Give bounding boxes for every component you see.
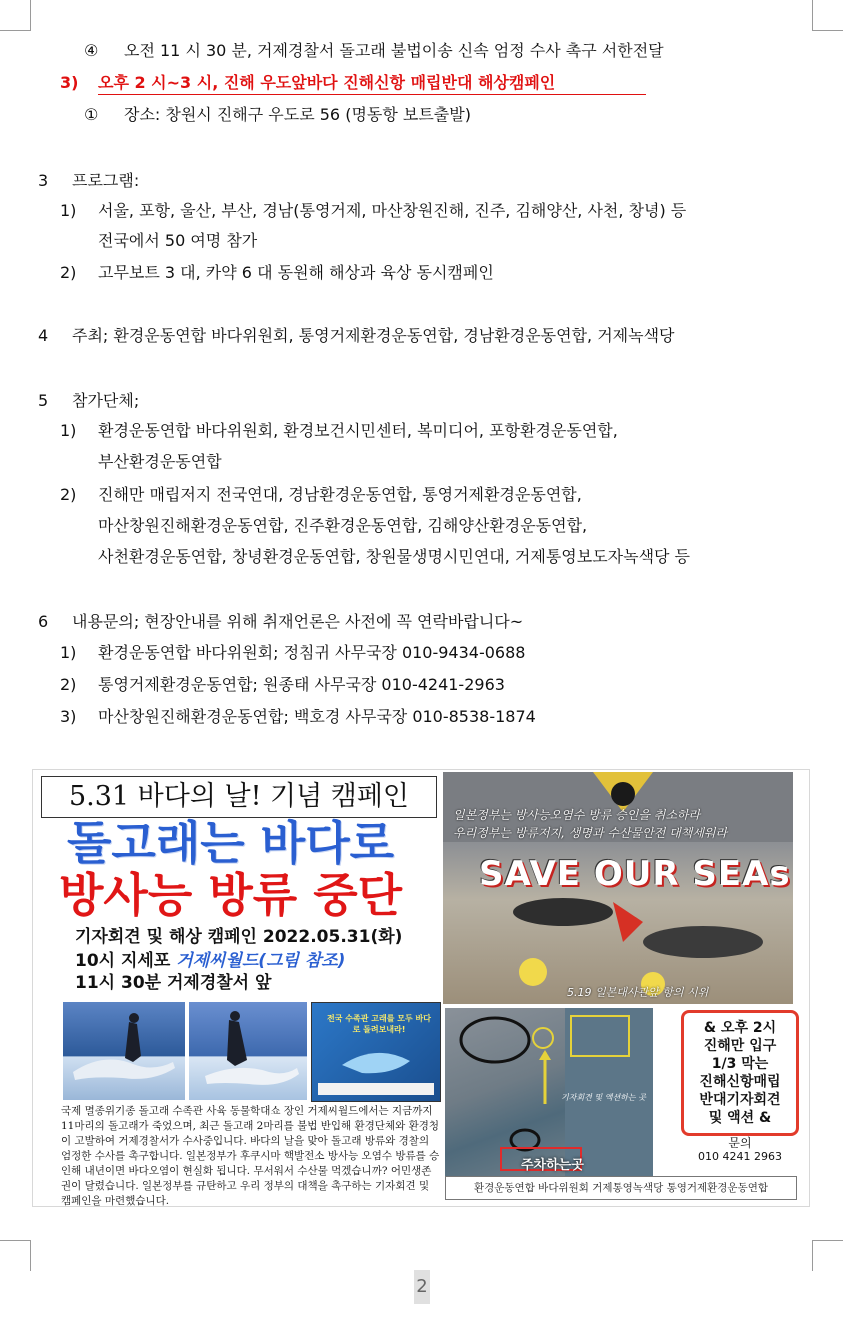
participant-item-cont: 마산창원진해환경운동연합, 진주환경운동연합, 김해양산환경운동연합, [98,516,588,535]
participant-item: 진해만 매립저지 전국연대, 경남환경운동연합, 통영거제환경운동연합, [98,485,582,504]
afternoon-event-box [681,1010,799,1136]
map-label-parking: 주차하는곳 [521,1158,584,1173]
poster-time: 10시 지세포 [75,951,177,971]
flyer-slogan: 전국 수족관 고래를 모두 바다로 돌려보내라! [327,1014,431,1034]
contact-item: 환경운동연합 바다위원회; 정침귀 사무국장 010-9434-0688 [98,643,526,662]
list-marker: ① [84,105,99,124]
program-item: 서울, 포항, 울산, 부산, 경남(통영거제, 마산창원진해, 진주, 김해양산, 사천, 창녕) 등 [98,201,687,220]
participant-item-cont: 부산환경운동연합 [98,452,222,471]
section-participants: 참가단체; [72,391,140,410]
poster-headline-dolphins: 돌고래는 바다로 [67,816,395,870]
event-box-line: 진해만 입구 [703,1038,777,1054]
section-inquiry: 내용문의; 현장안내를 위해 취재언론은 사전에 꼭 연락바랍니다~ [72,612,524,631]
protest-sign: SAVE OUR SEAs [479,854,791,894]
list-marker: ④ [84,41,99,60]
map-label-press: 기자회견 및 액션하는 곳 [561,1093,646,1102]
section-number: 3 [38,171,49,190]
list-marker: 3) [60,707,77,726]
section-number: 4 [38,326,49,345]
protest-caption: 일본정부는 방사능오염수 방류 승인을 취소하라 [453,808,701,822]
dolphin-photo [63,1002,185,1100]
crop-mark-bottom-right [812,1240,843,1271]
event-box-line: 반대기자회견 [699,1092,781,1108]
poster-police-line: 11시 30분 거제경찰서 앞 [75,973,272,993]
participant-item-cont: 사천환경운동연합, 창녕환경운동연합, 창원물생명시민연대, 거제통영보도자녹색당 등 [98,547,691,566]
protest-photo-caption: 5.19 일본대사관앞 항의 시위 [567,986,709,999]
contact-item: 통영거제환경운동연합; 원종태 사무국장 010-4241-2963 [98,675,505,694]
protest-photo [443,772,793,1004]
section-program: 프로그램: [72,171,140,190]
list-marker: 2) [60,485,77,504]
crop-mark-top-left [0,0,31,31]
crop-mark-bottom-left [0,1240,31,1271]
poster-headline-radiation: 방사능 방류 중단 [59,868,403,922]
list-marker: 1) [60,643,77,662]
poster-footer-organizers: 환경운동연합 바다위원회 거제통영녹색당 통영거제환경운동연합 [445,1176,797,1200]
section-number: 5 [38,391,49,410]
poster-title: 5.31 바다의 날! 기념 캠페인 [41,776,437,818]
contact-phone: 010 4241 2963 [698,1150,782,1163]
contact-item: 마산창원진해환경운동연합; 백호경 사무국장 010-8538-1874 [98,707,536,726]
section-host: 주최; 환경운동연합 바다위원회, 통영거제환경운동연합, 경남환경운동연합, 거제녹색당 [72,326,675,345]
list-marker: 1) [60,201,77,220]
section-number: 6 [38,612,49,631]
crop-mark-top-right [812,0,843,31]
dolphin-trainer-photo [189,1002,307,1100]
program-item-cont: 전국에서 50 여명 참가 [98,231,258,250]
list-marker: 1) [60,421,77,440]
contact-title: 문의 [728,1136,752,1150]
event-box-line: 및 액션 & [708,1110,772,1126]
program-item: 고무보트 3 대, 카약 6 대 동원해 해상과 육상 동시캠페인 [98,263,494,282]
schedule-item-police: 오전 11 시 30 분, 거제경찰서 돌고래 불법이송 신속 엄정 수사 촉구 서한전달 [124,41,664,60]
list-marker: 2) [60,263,77,282]
list-marker: 2) [60,675,77,694]
poster-time-line [75,950,345,972]
underline [98,94,646,95]
flyer-image [311,1002,441,1102]
poster-body-text: 국제 멸종위기종 돌고래 수족관 사육 동물학대쇼 장인 거제씨월드에서는 지금까지 11마리의 돌고래가 죽었으며, 최근 돌고래 2마리를 불법 반입해 환경단체와 환경청이 고발하여 거제경찰서가 수사중입니다. 바다의 날을 맞아 돌고래 방류와 경찰의 엄정한 수사를 촉구합니다. 일본정부가 후쿠시마 핵발전소 방사능 오염수 방류를 승인해 내년이면 바다오염이 현실화 됩니다. 무서워서 수산물 먹겠습니까? 어민생존권이 달렸습니다. 일본정부를 규탄하고 우리 정부의 대책을 촉구하는 기자회견 및 캠페인을 마련했습니다. [61,1105,440,1207]
schedule-item-jinhae: 오후 2 시~3 시, 진해 우도앞바다 진해신항 매립반대 해상캠페인 [98,73,556,92]
campaign-poster [32,769,810,1207]
protest-caption: 우리정부는 방류저지, 생명과 수산물안전 대책세워라 [453,826,728,840]
list-marker: 3) [60,73,79,92]
location-line: 장소: 창원시 진해구 우도로 56 (명동항 보트출발) [124,105,471,124]
poster-date-line: 기자회견 및 해상 캠페인 2022.05.31(화) [75,927,403,947]
participant-item: 환경운동연합 바다위원회, 환경보건시민센터, 복미디어, 포항환경운동연합, [98,421,618,440]
aerial-map [445,1008,653,1176]
event-box-line: & 오후 2시 [703,1020,777,1036]
event-box-line: 1/3 막는 [711,1056,769,1072]
page-number: 2 [414,1270,430,1304]
event-box-line: 진해신항매립 [699,1074,781,1090]
poster-place: 거제씨월드(그림 참조) [176,951,346,971]
